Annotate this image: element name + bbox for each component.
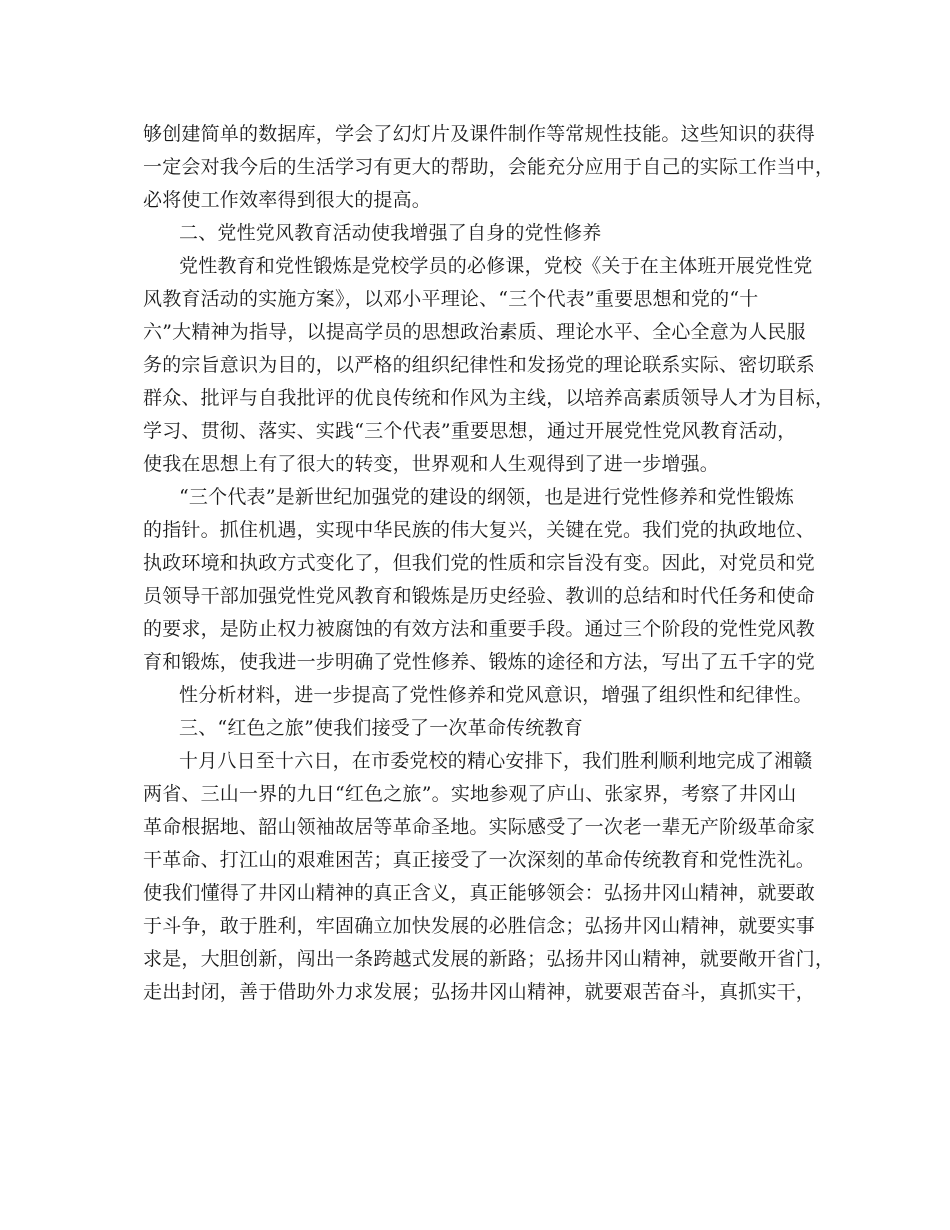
text-line: 育和锻炼，使我进一步明确了党性修养、锻炼的途径和方法，写出了五千字的党 <box>143 651 816 673</box>
text-line: 风教育活动的实施方案》，以邓小平理论、“三个代表”重要思想和党的“十 <box>143 288 759 310</box>
text-line: 革命根据地、韶山领袖故居等革命圣地。实际感受了一次老一辈无产阶级革命家 <box>143 816 816 838</box>
text-line: 干革命、打江山的艰难困苦；真正接受了一次深刻的革命传统教育和党性洗礼。 <box>143 849 816 871</box>
text-line: 的要求，是防止权力被腐蚀的有效方法和重要手段。通过三个阶段的党性党风教 <box>143 618 816 640</box>
text-line: 求是，大胆创新，闯出一条跨越式发展的新路；弘扬井冈山精神，就要敞开省门， <box>143 948 835 970</box>
text-line: 使我们懂得了井冈山精神的真正含义，真正能够领会：弘扬井冈山精神，就要敢 <box>143 882 816 904</box>
text-line: 六”大精神为指导，以提高学员的思想政治素质、理论水平、全心全意为人民服 <box>143 321 806 343</box>
text-line: 三、“红色之旅”使我们接受了一次革命传统教育 <box>179 717 583 739</box>
text-line: 的指针。抓住机遇，实现中华民族的伟大复兴，关键在党。我们党的执政地位、 <box>143 519 816 541</box>
text-line: 党性教育和党性锻炼是党校学员的必修课，党校《关于在主体班开展党性党 <box>179 255 813 277</box>
text-line: 性分析材料，进一步提高了党性修养和党风意识，增强了组织性和纪律性。 <box>179 684 813 706</box>
text-line: 必将使工作效率得到很大的提高。 <box>143 189 432 211</box>
text-line: 一定会对我今后的生活学习有更大的帮助，会能充分应用于自己的实际工作当中， <box>143 156 835 178</box>
text-line: “三个代表”是新世纪加强党的建设的纲领，也是进行党性修养和党性锻炼 <box>179 486 795 508</box>
document-body <box>143 118 835 1009</box>
text-line: 执政环境和执政方式变化了，但我们党的性质和宗旨没有变。因此，对党员和党 <box>143 552 816 574</box>
text-line: 十月八日至十六日，在市委党校的精心安排下，我们胜利顺利地完成了湘赣 <box>179 750 813 772</box>
text-line: 学习、贯彻、落实、实践“三个代表”重要思想，通过开展党性党风教育活动， <box>143 420 797 442</box>
text-line: 使我在思想上有了很大的转变，世界观和人生观得到了进一步增强。 <box>143 453 720 475</box>
text-line: 二、党性党风教育活动使我增强了自身的党性修养 <box>179 222 602 244</box>
text-line: 两省、三山一界的九日“红色之旅”。实地参观了庐山、张家界，考察了井冈山 <box>143 783 797 805</box>
text-line: 于斗争，敢于胜利，牢固确立加快发展的必胜信念；弘扬井冈山精神，就要实事 <box>143 915 816 937</box>
text-line: 员领导干部加强党性党风教育和锻炼是历史经验、教训的总结和时代任务和使命 <box>143 585 816 607</box>
text-line: 够创建简单的数据库，学会了幻灯片及课件制作等常规性技能。这些知识的获得 <box>143 123 816 145</box>
text-line: 务的宗旨意识为目的，以严格的组织纪律性和发扬党的理论联系实际、密切联系 <box>143 354 816 376</box>
text-line: 走出封闭，善于借助外力求发展；弘扬井冈山精神，就要艰苦奋斗，真抓实干， <box>143 981 816 1003</box>
text-line: 群众、批评与自我批评的优良传统和作风为主线，以培养高素质领导人才为目标， <box>143 387 835 409</box>
